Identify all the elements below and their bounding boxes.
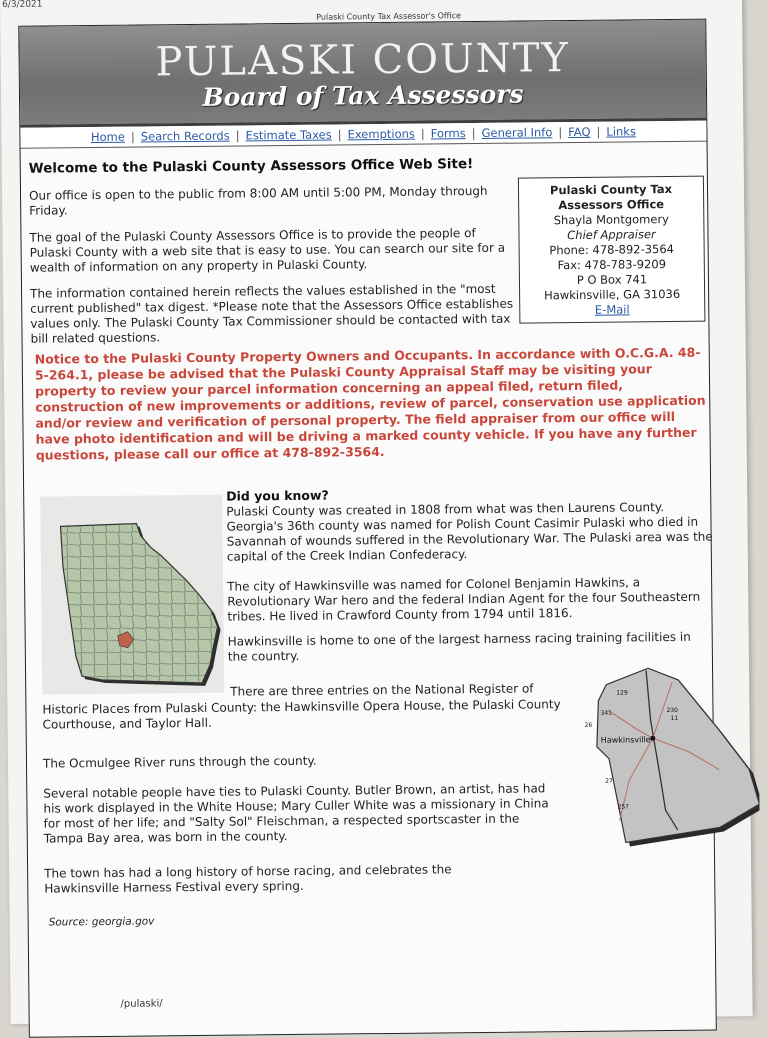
svg-text:341: 341 xyxy=(600,709,612,717)
fact-notable-people: Several notable people have ties to Pulaski County. Butler Brown, an artist, has had his work displayed in the White House; Mary Culler White was a missionary in China for most of her life; and "Salty Sol" Fleischman, a respected sportscaster in the Tampa Bay area, was born in the county. xyxy=(43,781,549,846)
web-page-frame xyxy=(18,19,717,1038)
contact-name: Shayla Montgomery xyxy=(553,212,670,228)
contact-fax: Fax: 478-783-9209 xyxy=(557,257,667,273)
fact-harness-racing: Hawkinsville is home to one of the largest harness racing training facilities in the country. xyxy=(227,629,691,664)
fact-ocmulgee: The Ocmulgee River runs through the county. xyxy=(42,753,317,771)
svg-text:27: 27 xyxy=(605,777,613,785)
svg-text:11: 11 xyxy=(670,714,679,723)
did-you-know-heading: Did you know? xyxy=(226,487,329,504)
county-map-city: Hawkinsville xyxy=(600,735,651,745)
banner-subtitle: Board of Tax Assessors xyxy=(202,79,524,112)
nav-home[interactable]: Home xyxy=(90,129,125,145)
svg-text:26: 26 xyxy=(584,721,593,729)
print-date: 6/3/2021 xyxy=(1,0,43,10)
nav-estimate-taxes[interactable]: Estimate Taxes xyxy=(245,127,332,143)
nav-faq[interactable]: FAQ xyxy=(568,124,591,140)
contact-email-link[interactable]: E-Mail xyxy=(594,302,630,317)
banner xyxy=(19,20,706,128)
nav-exemptions[interactable]: Exemptions xyxy=(347,126,415,142)
source-credit: Source: georgia.gov xyxy=(48,915,155,929)
welcome-heading: Welcome to the Pulaski County Assessors Office Web Site! xyxy=(28,156,474,177)
nav-forms[interactable]: Forms xyxy=(430,126,466,141)
intro-goal: The goal of the Pulaski County Assessors Office is to provide the people of Pulaski County with a web site that is easy to use. You can search our site for a wealth of information on any property in Pulaski County. xyxy=(29,226,506,275)
fact-horse-racing: The town has had a long history of horse racing, and celebrates the Hawkinsville Harness Festival every spring. xyxy=(44,862,452,896)
contact-po-box: P O Box 741 xyxy=(576,272,648,287)
nav-general-info[interactable]: General Info xyxy=(481,125,553,140)
contact-title: Pulaski County Tax Assessors Office xyxy=(549,181,673,213)
svg-text:129: 129 xyxy=(616,689,628,697)
contact-phone: Phone: 478-892-3564 xyxy=(549,241,675,258)
georgia-map-image xyxy=(40,495,224,695)
print-header: Pulaski County Tax Assessor's Office xyxy=(316,11,461,22)
pulaski-county-map-image xyxy=(568,659,760,851)
svg-text:257: 257 xyxy=(617,803,629,811)
fact-hawkinsville-name: The city of Hawkinsville was named for Colonel Benjamin Hawkins, a Revolutionary War hero and the federal Indian Agent for the four Southeastern tribes. He lived in Crawford County from 1794 until 1816. xyxy=(227,575,701,624)
svg-text:230: 230 xyxy=(666,706,678,715)
fact-history: Pulaski County was created in 1808 from what was then Laurens County. Georgia's 36th county was named for Polish Count Casimir Pulaski who died in Savannah of wounds suffered in the Revolutionary War. The Pulaski area was the capital of the Creek Indian Confederacy. xyxy=(226,500,713,564)
nav-search-records[interactable]: Search Records xyxy=(140,128,230,144)
fact-register-intro: There are three entries on the National Register of xyxy=(230,681,534,699)
contact-role: Chief Appraiser xyxy=(567,227,656,243)
nav-links[interactable]: Links xyxy=(606,124,636,139)
contact-city: Hawkinsville, GA 31036 xyxy=(544,286,681,303)
intro-values: The information contained herein reflects the values established in the "most current published" tax digest. *Please note that the Assessors Office establishes values only. The Pulaski County Tax Commissioner should be contacted with tax bill related questions. xyxy=(30,281,514,346)
nav-bar: Home | Search Records | Estimate Taxes | Exemptions | Forms | General Info | FAQ | Links xyxy=(20,121,706,149)
banner-title: PULASKI COUNTY xyxy=(155,35,571,86)
contact-box xyxy=(518,176,706,324)
fact-register-places: Historic Places from Pulaski County: the Hawkinsville Opera House, the Pulaski County Courthouse, and Taylor Hall. xyxy=(42,697,561,732)
footer-url: /pulaski/ xyxy=(120,998,163,1010)
intro-hours: Our office is open to the public from 8:00 AM until 5:00 PM, Monday through Friday. xyxy=(28,183,488,218)
property-owner-notice: Notice to the Pulaski County Property Owners and Occupants. In accordance with O.C.G.A. 48-5-264.1, please be advised that the Pulaski County Appraisal Staff may be visiting your property to review your parcel information concerning an appeal filed, return filed, construction of new improvements or additions, review of parcel, conservation use application and/or review and verification of personal property. The field appraiser from our office will have photo identification and will be driving a marked county vehicle. If you have any further questions, please call our office at 478-892-3564. xyxy=(34,344,706,463)
